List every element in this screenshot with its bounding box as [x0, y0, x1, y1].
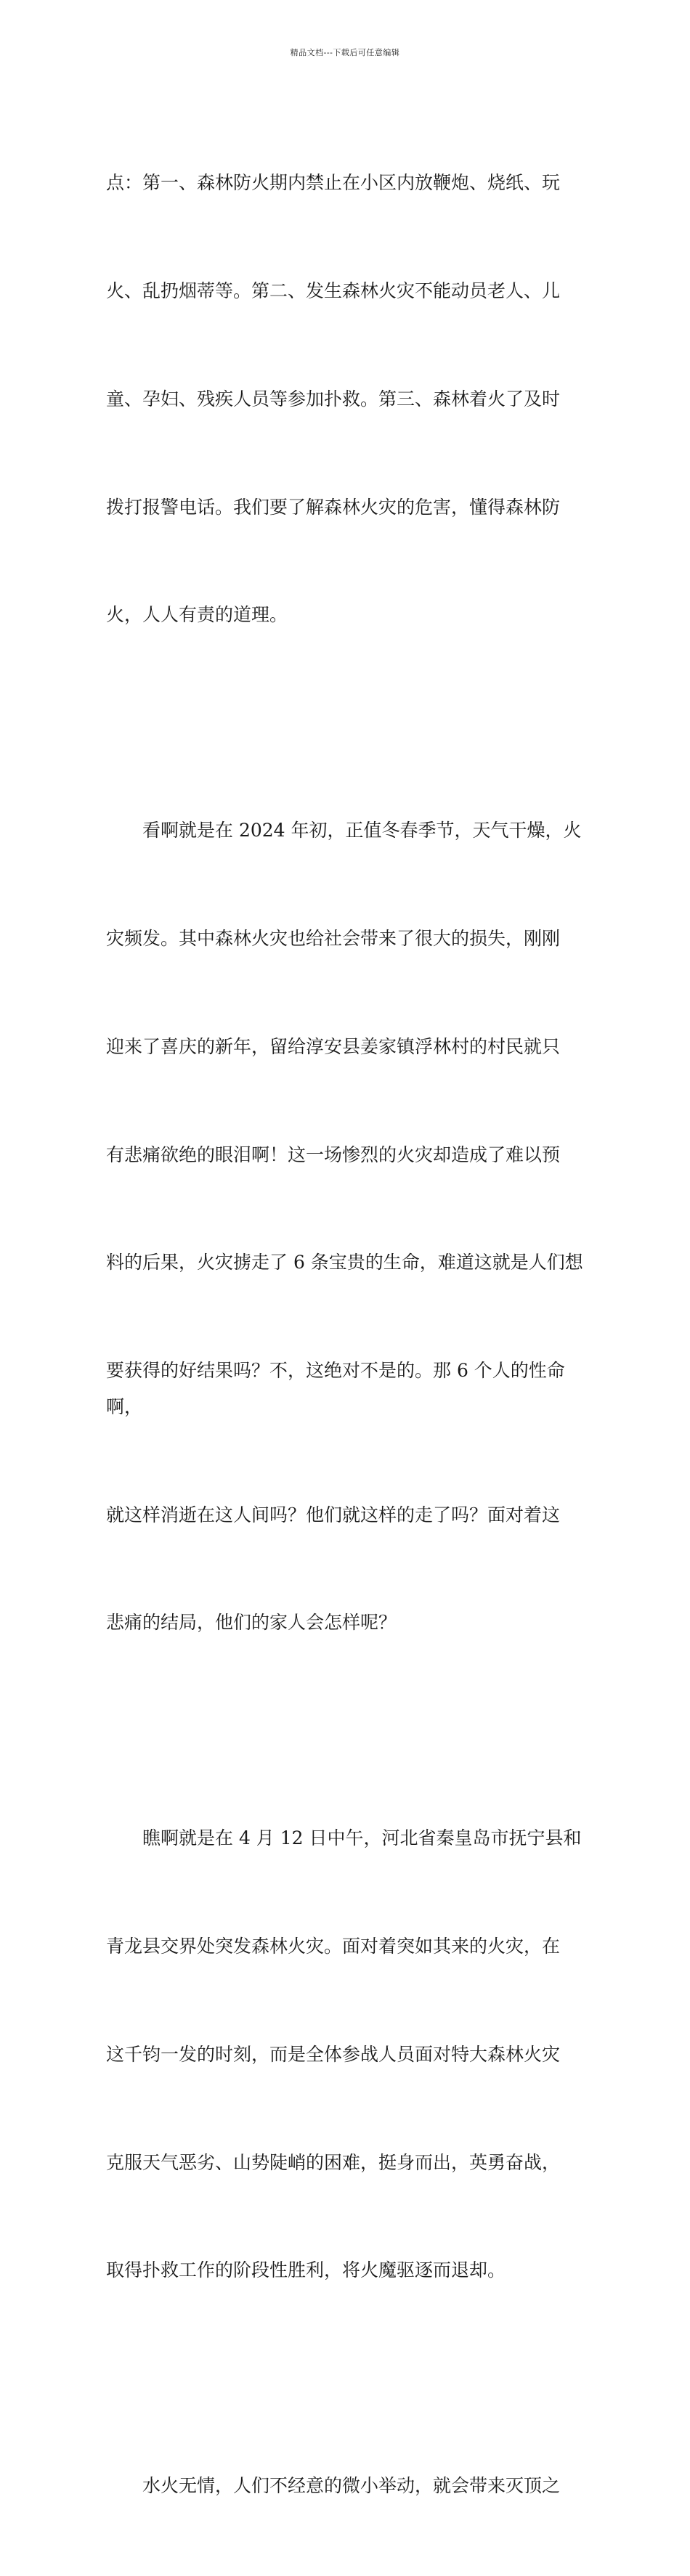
paragraph-spacer	[106, 1713, 588, 1748]
text-line: 要获得的好结果吗？不，这绝对不是的。那 6 个人的性命啊，	[106, 1360, 565, 1417]
text-line: 瞧啊就是在 4 月 12 日中午，河北省秦皇岛市抚宁县和	[106, 1827, 582, 1849]
document-body	[106, 93, 588, 2576]
text-line: 童、孕妇、残疾人员等参加扑救。第三、森林着火了及时	[106, 388, 561, 409]
paragraph-2	[106, 741, 588, 1713]
text-line: 克服天气恶劣、山势陡峭的困难，挺身而出，英勇奋战，	[106, 2151, 561, 2173]
text-line: 火，人人有责的道理。	[106, 604, 288, 626]
text-line: 取得扑救工作的阶段性胜利，将火魔驱逐而退却。	[106, 2259, 506, 2281]
text-line: 灾频发。其中森林火灾也给社会带来了很大的损失，刚刚	[106, 928, 561, 950]
paragraph-1	[106, 93, 588, 705]
text-line: 就这样消逝在这人间吗？他们就这样的走了吗？面对着这	[106, 1504, 561, 1525]
text-line: 看啊就是在 2024 年初，正值冬春季节，天气干燥，火	[106, 820, 582, 841]
text-line: 火、乱扔烟蒂等。第二、发生森林火灾不能动员老人、儿	[106, 280, 561, 301]
text-line: 青龙县交界处突发森林火灾。面对着突如其来的火灾，在	[106, 1936, 561, 1957]
page-header: 精品文档---下载后可任意编辑	[290, 48, 400, 57]
text-line: 拨打报警电话。我们要了解森林火灾的危害，懂得森林防	[106, 496, 561, 518]
paragraph-3	[106, 1748, 588, 2360]
paragraph-4	[106, 2396, 588, 2576]
text-line: 迎来了喜庆的新年，留给淳安县姜家镇浮林村的村民就只	[106, 1035, 561, 1057]
text-line: 点：第一、森林防火期内禁止在小区内放鞭炮、烧纸、玩	[106, 172, 561, 194]
paragraph-spacer	[106, 2360, 588, 2396]
text-line: 有悲痛欲绝的眼泪啊！这一场惨烈的火灾却造成了难以预	[106, 1144, 561, 1165]
text-line: 这千钧一发的时刻，而是全体参战人员面对特大森林火灾	[106, 2043, 561, 2065]
paragraph-spacer	[106, 705, 588, 741]
text-line: 悲痛的结局，他们的家人会怎样呢？	[106, 1612, 397, 1634]
text-line: 料的后果，火灾掳走了 6 条宝贵的生命，难道这就是人们想	[106, 1252, 583, 1273]
text-line: 水火无情，人们不经意的微小举动，就会带来灭顶之	[106, 2475, 561, 2497]
